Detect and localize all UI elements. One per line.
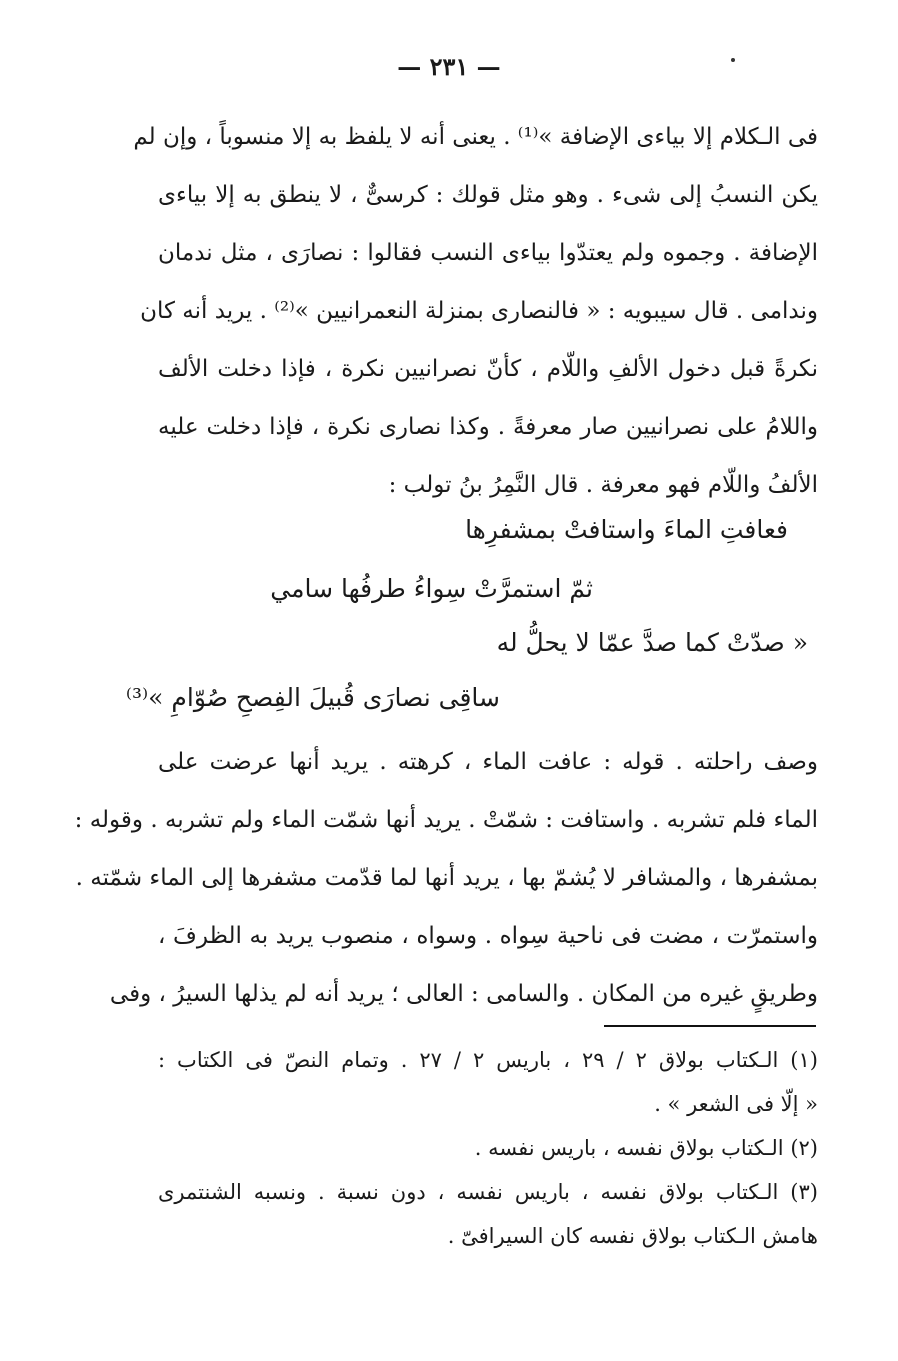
page-number: — ٢٣١ — <box>397 52 501 81</box>
verse-line: ثمّ استمرَّتْ سِواءُ طرفُها سامي <box>270 574 593 603</box>
text-line: واستمرّت ، مضت فى ناحية سِواه . وسواه ، منصوب يريد به الظرفَ ، <box>158 923 818 949</box>
footnote <box>158 1038 818 1126</box>
text-line: الماء فلم تشربه . واستافت : شمّتْ . يريد أنها شمّت الماء ولم تشربه . وقوله : <box>74 807 818 833</box>
text-line: نكرةً قبل دخول الألفِ واللّام ، كأنّ نصرانيين نكرة ، فإذا دخلت الألف <box>158 356 818 382</box>
footnote-line: (٢) الـكتاب بولاق نفسه ، باريس نفسه . <box>474 1136 818 1160</box>
text-line: يكن النسبُ إلى شىء . وهو مثل قولك : كرسىٌّ ، لا ينطق به إلا بياءى <box>158 182 818 208</box>
main-text <box>133 108 818 514</box>
footnote-line: « إلّا فى الشعر » . <box>654 1092 818 1116</box>
verse-line: فعافتِ الماءَ واستافتْ بمشفرِها <box>465 515 788 544</box>
footnotes <box>158 1038 818 1258</box>
text-line: الألفُ واللّام فهو معرفة . قال النَّمِرُ بنُ تولب : <box>388 472 818 498</box>
text-line: وندامى . قال سيبويه : « فالنصارى بمنزلة النعمرانيين »⁽²⁾ . يريد أنه كان <box>140 298 818 324</box>
text-line: وصف راحلته . قوله : عافت الماء ، كرهته . يريد أنها عرضت على <box>158 749 818 775</box>
footnote <box>158 1170 818 1258</box>
verse-line: ساقِى نصارَى قُبيلَ الفِصحِ صُوّامِ »⁽³⁾ <box>125 683 500 712</box>
footnote-line: (٣) الـكتاب بولاق نفسه ، باريس نفسه ، دون نسبة . ونسبه الشنتمرى <box>158 1180 818 1204</box>
footnote-line: هامش الـكتاب بولاق نفسه كان السيرافىّ . <box>447 1224 818 1248</box>
verse-line: « صدّتْ كما صدَّ عمّا لا يحلُّ له <box>496 628 808 657</box>
text-line: وطريقٍ غيره من المكان . والسامى : العالى ؛ يريد أنه لم يذلها السيرُ ، وفى <box>109 981 818 1007</box>
commentary-text <box>74 733 818 1023</box>
text-line: فى الـكلام إلا بياءى الإضافة »⁽¹⁾ . يعنى أنه لا يلفظ به إلا منسوباً ، وإن لم <box>133 124 818 150</box>
text-line: واللامُ على نصرانيين صار معرفةً . وكذا نصارى نكرة ، فإذا دخلت عليه <box>158 414 818 440</box>
ink-speck <box>731 58 735 62</box>
footnote <box>158 1126 818 1170</box>
text-line: بمشفرها ، والمشافر لا يُشمّ بها ، يريد أنها لما قدّمت مشفرها إلى الماء شمّته . <box>75 865 818 891</box>
footnote-separator <box>604 1025 816 1027</box>
text-line: الإضافة . وجموه ولم يعتدّوا بياءى النسب فقالوا : نصارَى ، مثل ندمان <box>158 240 818 266</box>
footnote-line: (١) الـكتاب بولاق ٢ / ٢٩ ، باريس ٢ / ٢٧ . وتمام النصّ فى الكتاب : <box>158 1048 818 1072</box>
